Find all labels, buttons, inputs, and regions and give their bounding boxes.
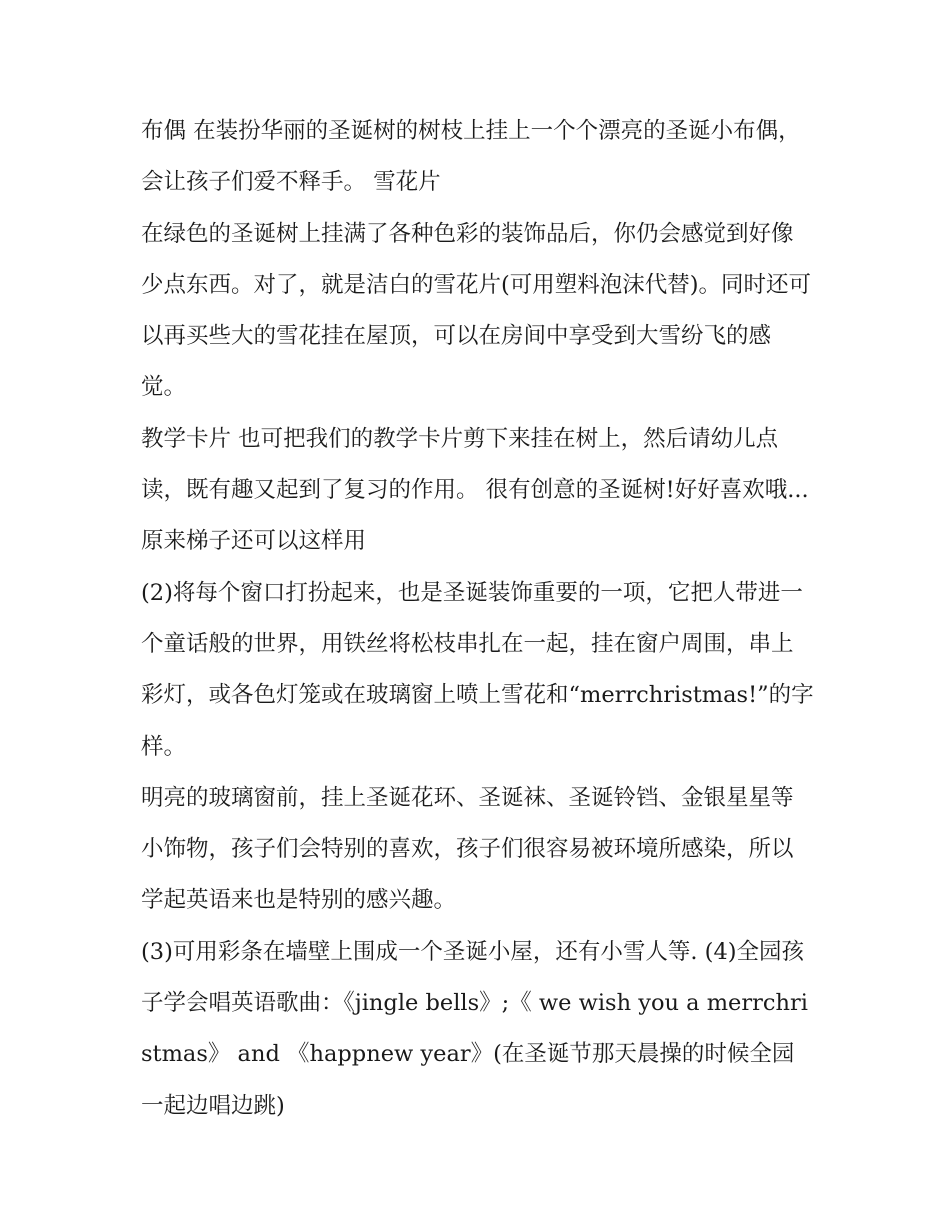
paragraph-wall-and-songs: (3)可用彩条在墙壁上围成一个圣诞小屋，还有小雪人等. (4)全园孩子学会唱英语歌曲：《jingle bells》;《 we wish you a merrchristmas》 and 《happnew year》(在圣诞节那天晨操的时候全园一起边唱边跳)	[141, 938, 808, 1119]
paragraph-ornaments-snowflakes: 布偶 在装扮华丽的圣诞树的树枝上挂上一个个漂亮的圣诞小布偶，会让孩子们爱不释手。 雪花片	[141, 118, 801, 196]
paragraph-window-ornaments: 明亮的玻璃窗前，挂上圣诞花环、圣诞袜、圣诞铃铛、金银星星等小饰物，孩子们会特别的喜欢，孩子们很容易被环境所感染，所以学起英语来也是特别的感兴趣。	[141, 784, 794, 914]
paragraph-window-decoration: (2)将每个窗口打扮起来，也是圣诞装饰重要的一项，它把人带进一个童话般的世界，用铁丝将松枝串扎在一起，挂在窗户周围，串上彩灯，或各色灯笼或在玻璃窗上喷上雪花和“merrchristmas!”的字样。	[141, 579, 814, 760]
paragraph-snowflake-decor: 在绿色的圣诞树上挂满了各种色彩的装饰品后，你仍会感觉到好像少点东西。对了，就是洁白的雪花片(可用塑料泡沫代替)。同时还可以再买些大的雪花挂在屋顶，可以在房间中享受到大雪纷飞的感觉。	[141, 220, 812, 401]
paragraph-teaching-cards: 教学卡片 也可把我们的教学卡片剪下来挂在树上，然后请幼儿点读，既有趣又起到了复习的作用。 很有创意的圣诞树!好好喜欢哦... 原来梯子还可以这样用	[141, 425, 809, 555]
